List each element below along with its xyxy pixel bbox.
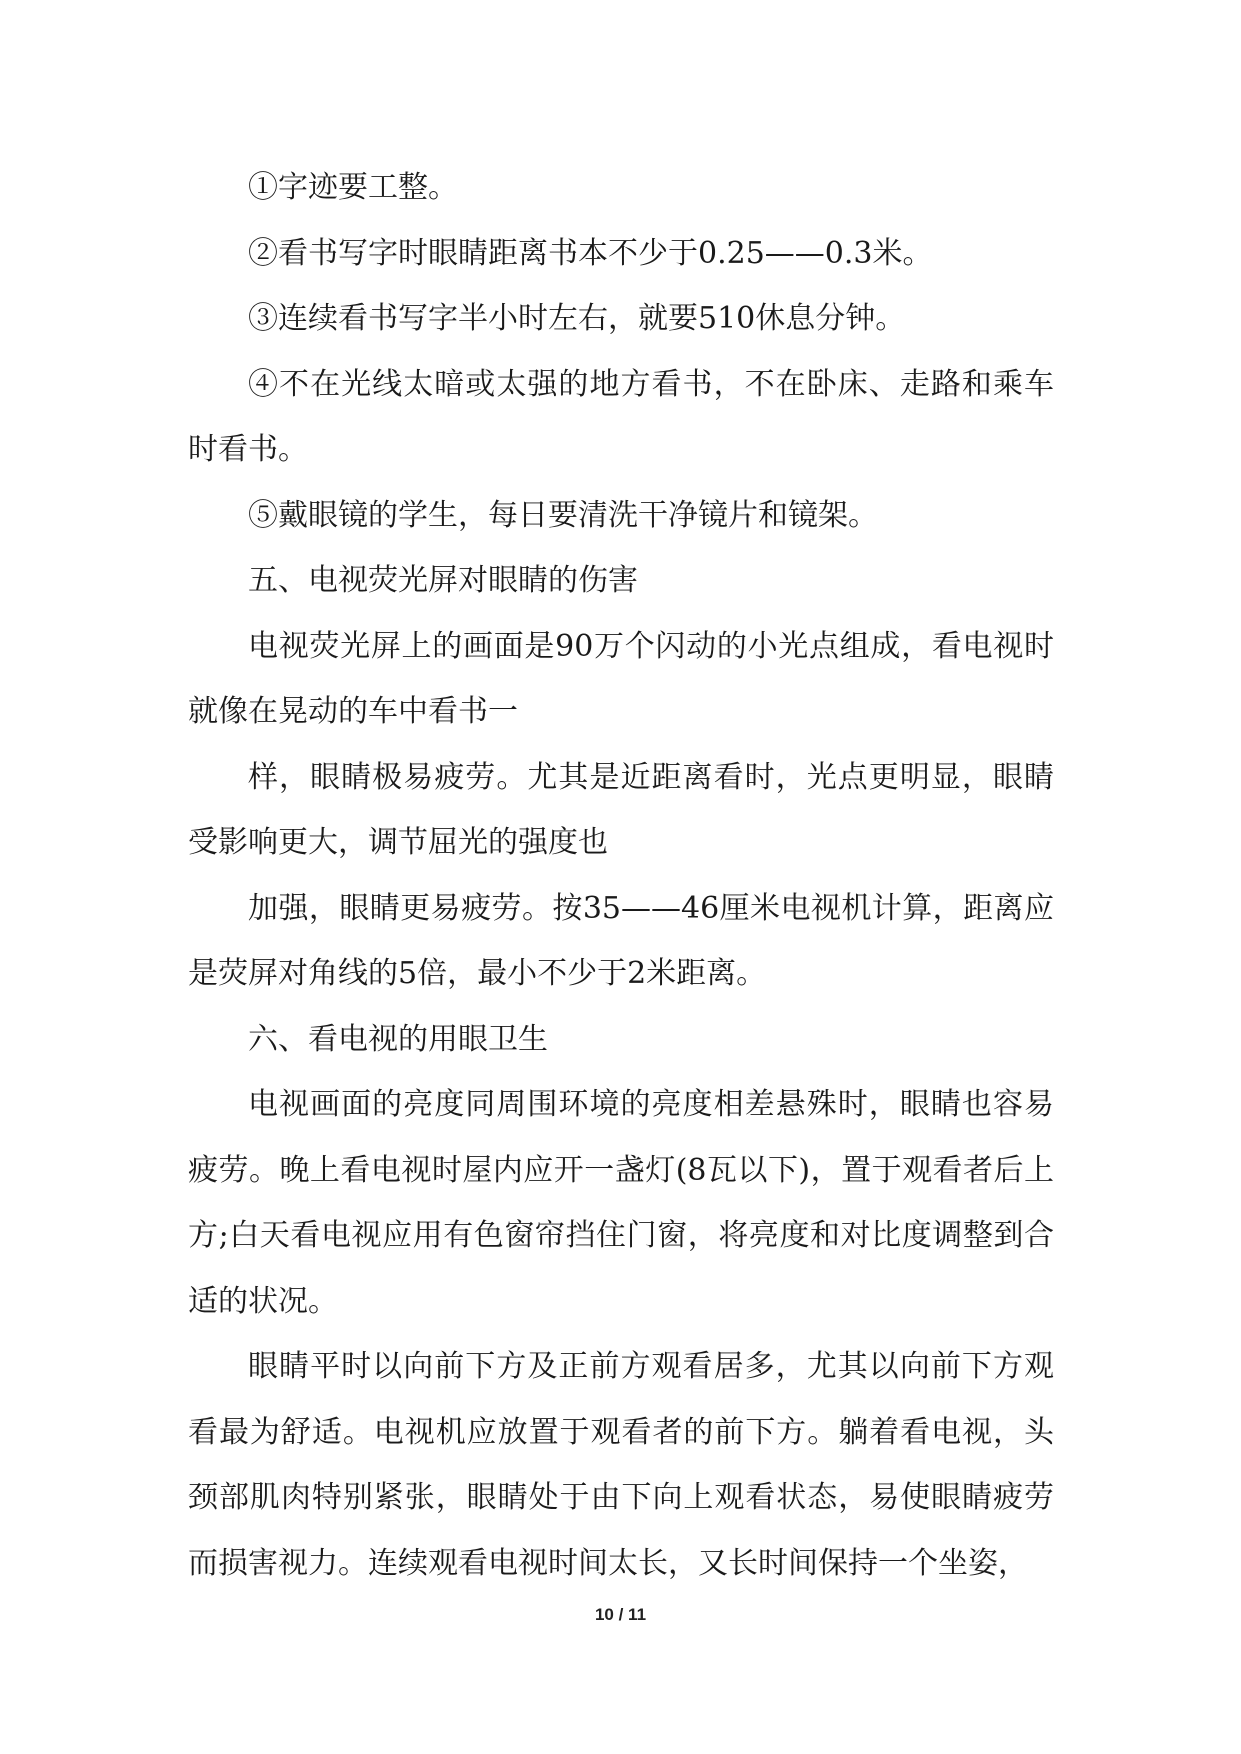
paragraph-tv-hygiene-2: 眼睛平时以向前下方及正前方观看居多，尤其以向前下方观看最为舒适。电视机应放置于观看者的前下方。躺着看电视，头颈部肌肉特别紧张，眼睛处于由下向上观看状态，易使眼睛疲劳而损害视力。连续观看电视时间太长，又长时间保持一个坐姿， [188, 1349, 1054, 1581]
paragraph-tv-hygiene-1: 电视画面的亮度同周围环境的亮度相差悬殊时，眼睛也容易疲劳。晚上看电视时屋内应开一盏灯(8瓦以下)，置于观看者后上方;白天看电视应用有色窗帘挡住门窗，将亮度和对比度调整到合适的状况。 [188, 1087, 1054, 1319]
paragraph-tip-2: ②看书写字时眼睛距离书本不少于0.25——0.3米。 [248, 235, 933, 271]
paragraph-tv-screen-1: 电视荧光屏上的画面是90万个闪动的小光点组成，看电视时就像在晃动的车中看书一 [188, 628, 1054, 729]
paragraph-tip-3: ③连续看书写字半小时左右，就要510休息分钟。 [248, 301, 906, 336]
document-body [188, 155, 1054, 1596]
section-heading-5: 五、电视荧光屏对眼睛的伤害 [248, 563, 638, 598]
paragraph-tv-screen-2: 样，眼睛极易疲劳。尤其是近距离看时，光点更明显，眼睛受影响更大，调节屈光的强度也 [188, 759, 1054, 860]
paragraph-tip-4: ④不在光线太暗或太强的地方看书，不在卧床、走路和乘车时看书。 [188, 366, 1054, 467]
section-heading-6: 六、看电视的用眼卫生 [248, 1021, 548, 1057]
page-number: 10 / 11 [594, 1605, 647, 1624]
paragraph-tip-1: ①字迹要工整。 [248, 170, 458, 205]
paragraph-tv-screen-3: 加强，眼睛更易疲劳。按35——46厘米电视机计算，距离应是荧屏对角线的5倍，最小不少于2米距离。 [188, 890, 1054, 991]
paragraph-tip-5: ⑤戴眼镜的学生，每日要清洗干净镜片和镜架。 [248, 497, 878, 533]
